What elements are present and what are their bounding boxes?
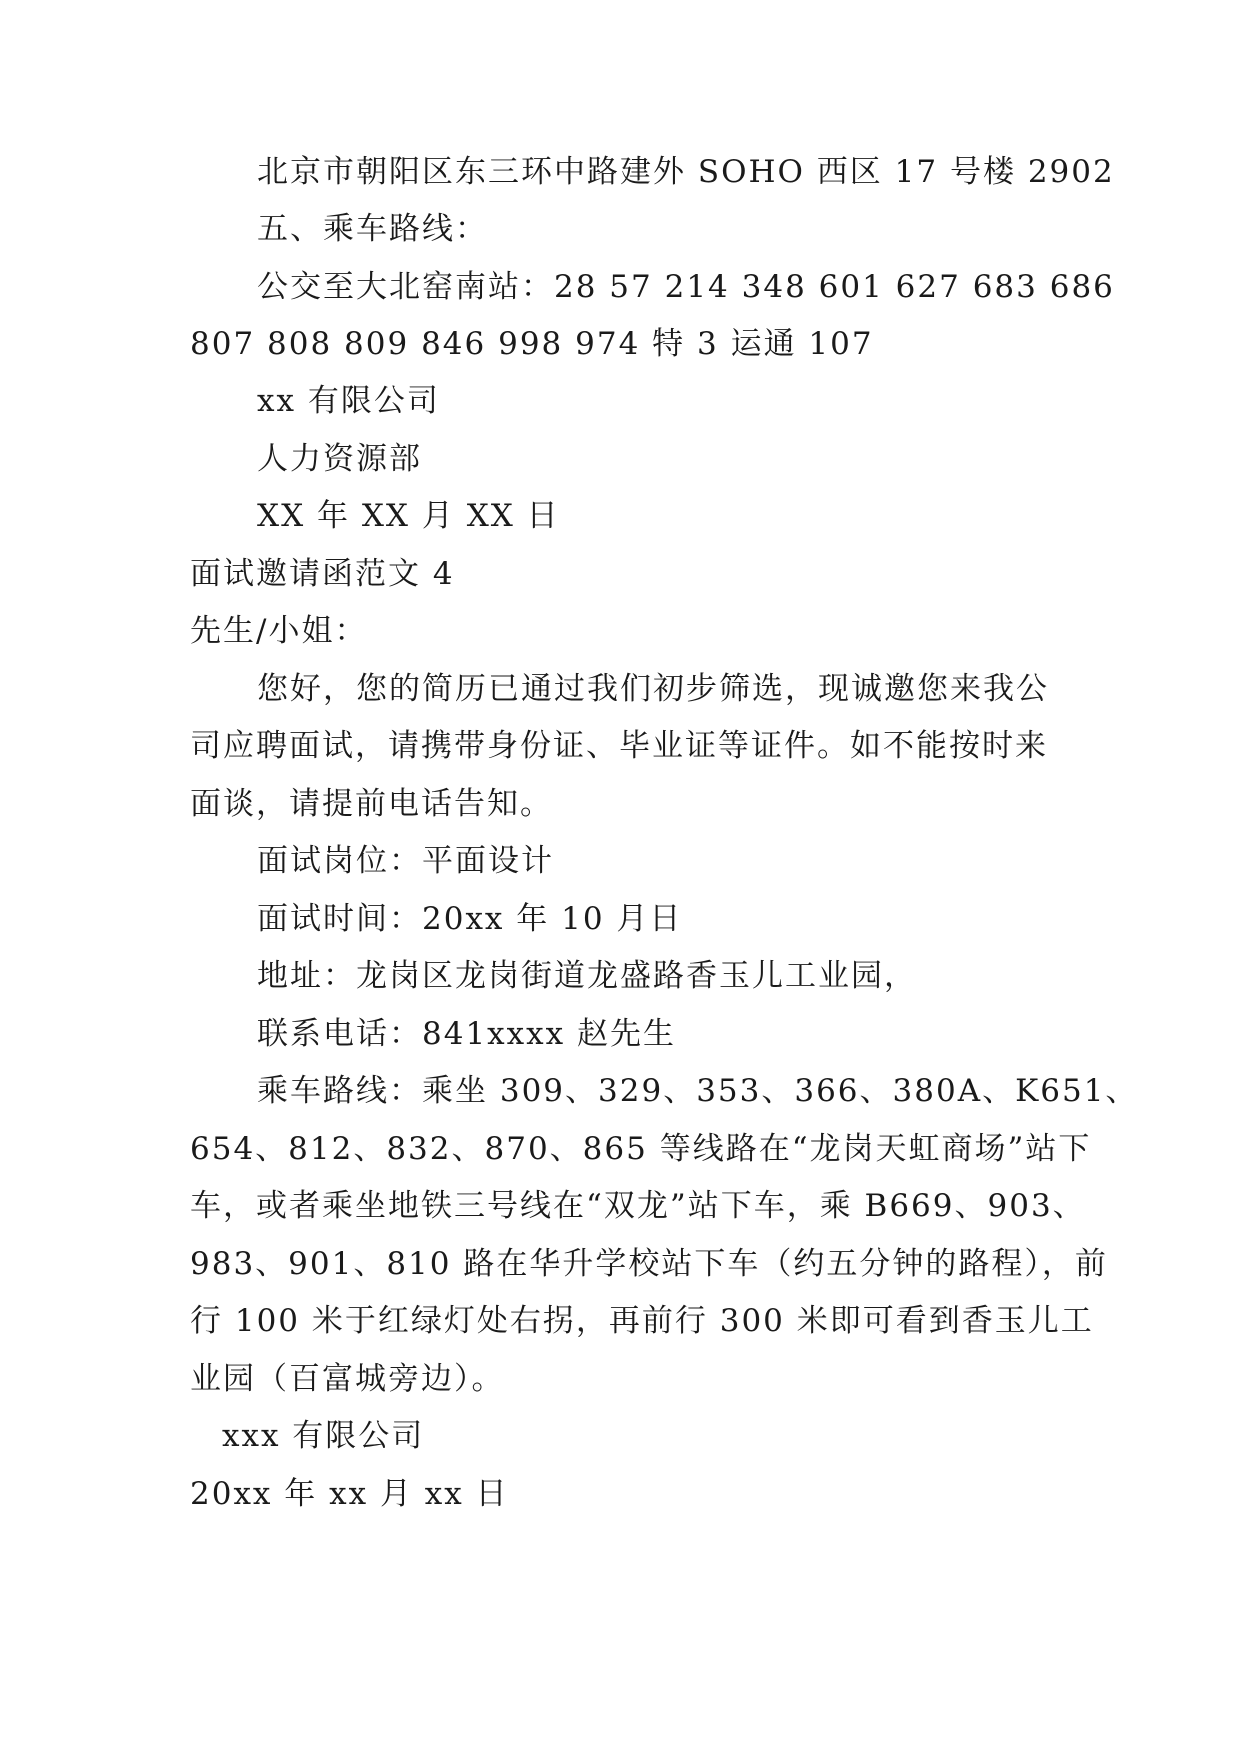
- interview-position: 面试岗位：平面设计: [257, 843, 554, 879]
- route-paragraph-line-1: 乘车路线：乘坐 309、329、353、366、380A、K651、: [257, 1073, 1139, 1109]
- section-heading-route: 五、乘车路线：: [257, 211, 488, 247]
- route-paragraph-line-4: 983、901、810 路在华升学校站下车（约五分钟的路程），前: [190, 1246, 1108, 1282]
- signature-date: XX 年 XX 月 XX 日: [257, 498, 560, 534]
- salutation: 先生/小姐：: [190, 613, 368, 649]
- signature-date: 20xx 年 xx 月 xx 日: [190, 1476, 509, 1512]
- body-paragraph-line-3: 面谈，请提前电话告知。: [190, 786, 553, 822]
- route-paragraph-line-5: 行 100 米于红绿灯处右拐，再前行 300 米即可看到香玉儿工: [190, 1303, 1094, 1339]
- company-name: xx 有限公司: [257, 383, 440, 419]
- department-name: 人力资源部: [257, 441, 422, 477]
- route-paragraph-line-6: 业园（百富城旁边）。: [190, 1361, 505, 1397]
- bus-route-line-1: 公交至大北窑南站：28 57 214 348 601 627 683 686: [257, 269, 1115, 305]
- body-paragraph-line-2: 司应聘面试，请携带身份证、毕业证等证件。如不能按时来: [190, 728, 1048, 764]
- section-title: 面试邀请函范文 4: [190, 556, 455, 592]
- route-paragraph-line-2: 654、812、832、870、865 等线路在“龙岗天虹商场”站下: [190, 1131, 1092, 1167]
- route-paragraph-line-3: 车，或者乘坐地铁三号线在“双龙”站下车，乘 B669、903、: [190, 1188, 1086, 1224]
- interview-address: 地址：龙岗区龙岗街道龙盛路香玉儿工业园，: [257, 958, 917, 994]
- body-paragraph-line-1: 您好，您的简历已通过我们初步筛选，现诚邀您来我公: [257, 671, 1049, 707]
- bus-route-line-2: 807 808 809 846 998 974 特 3 运通 107: [190, 326, 874, 362]
- address-line: 北京市朝阳区东三环中路建外 SOHO 西区 17 号楼 2902: [257, 154, 1115, 190]
- contact-phone: 联系电话：841xxxx 赵先生: [257, 1016, 676, 1052]
- company-name: xxx 有限公司: [222, 1418, 425, 1454]
- interview-time: 面试时间：20xx 年 10 月日: [257, 901, 683, 937]
